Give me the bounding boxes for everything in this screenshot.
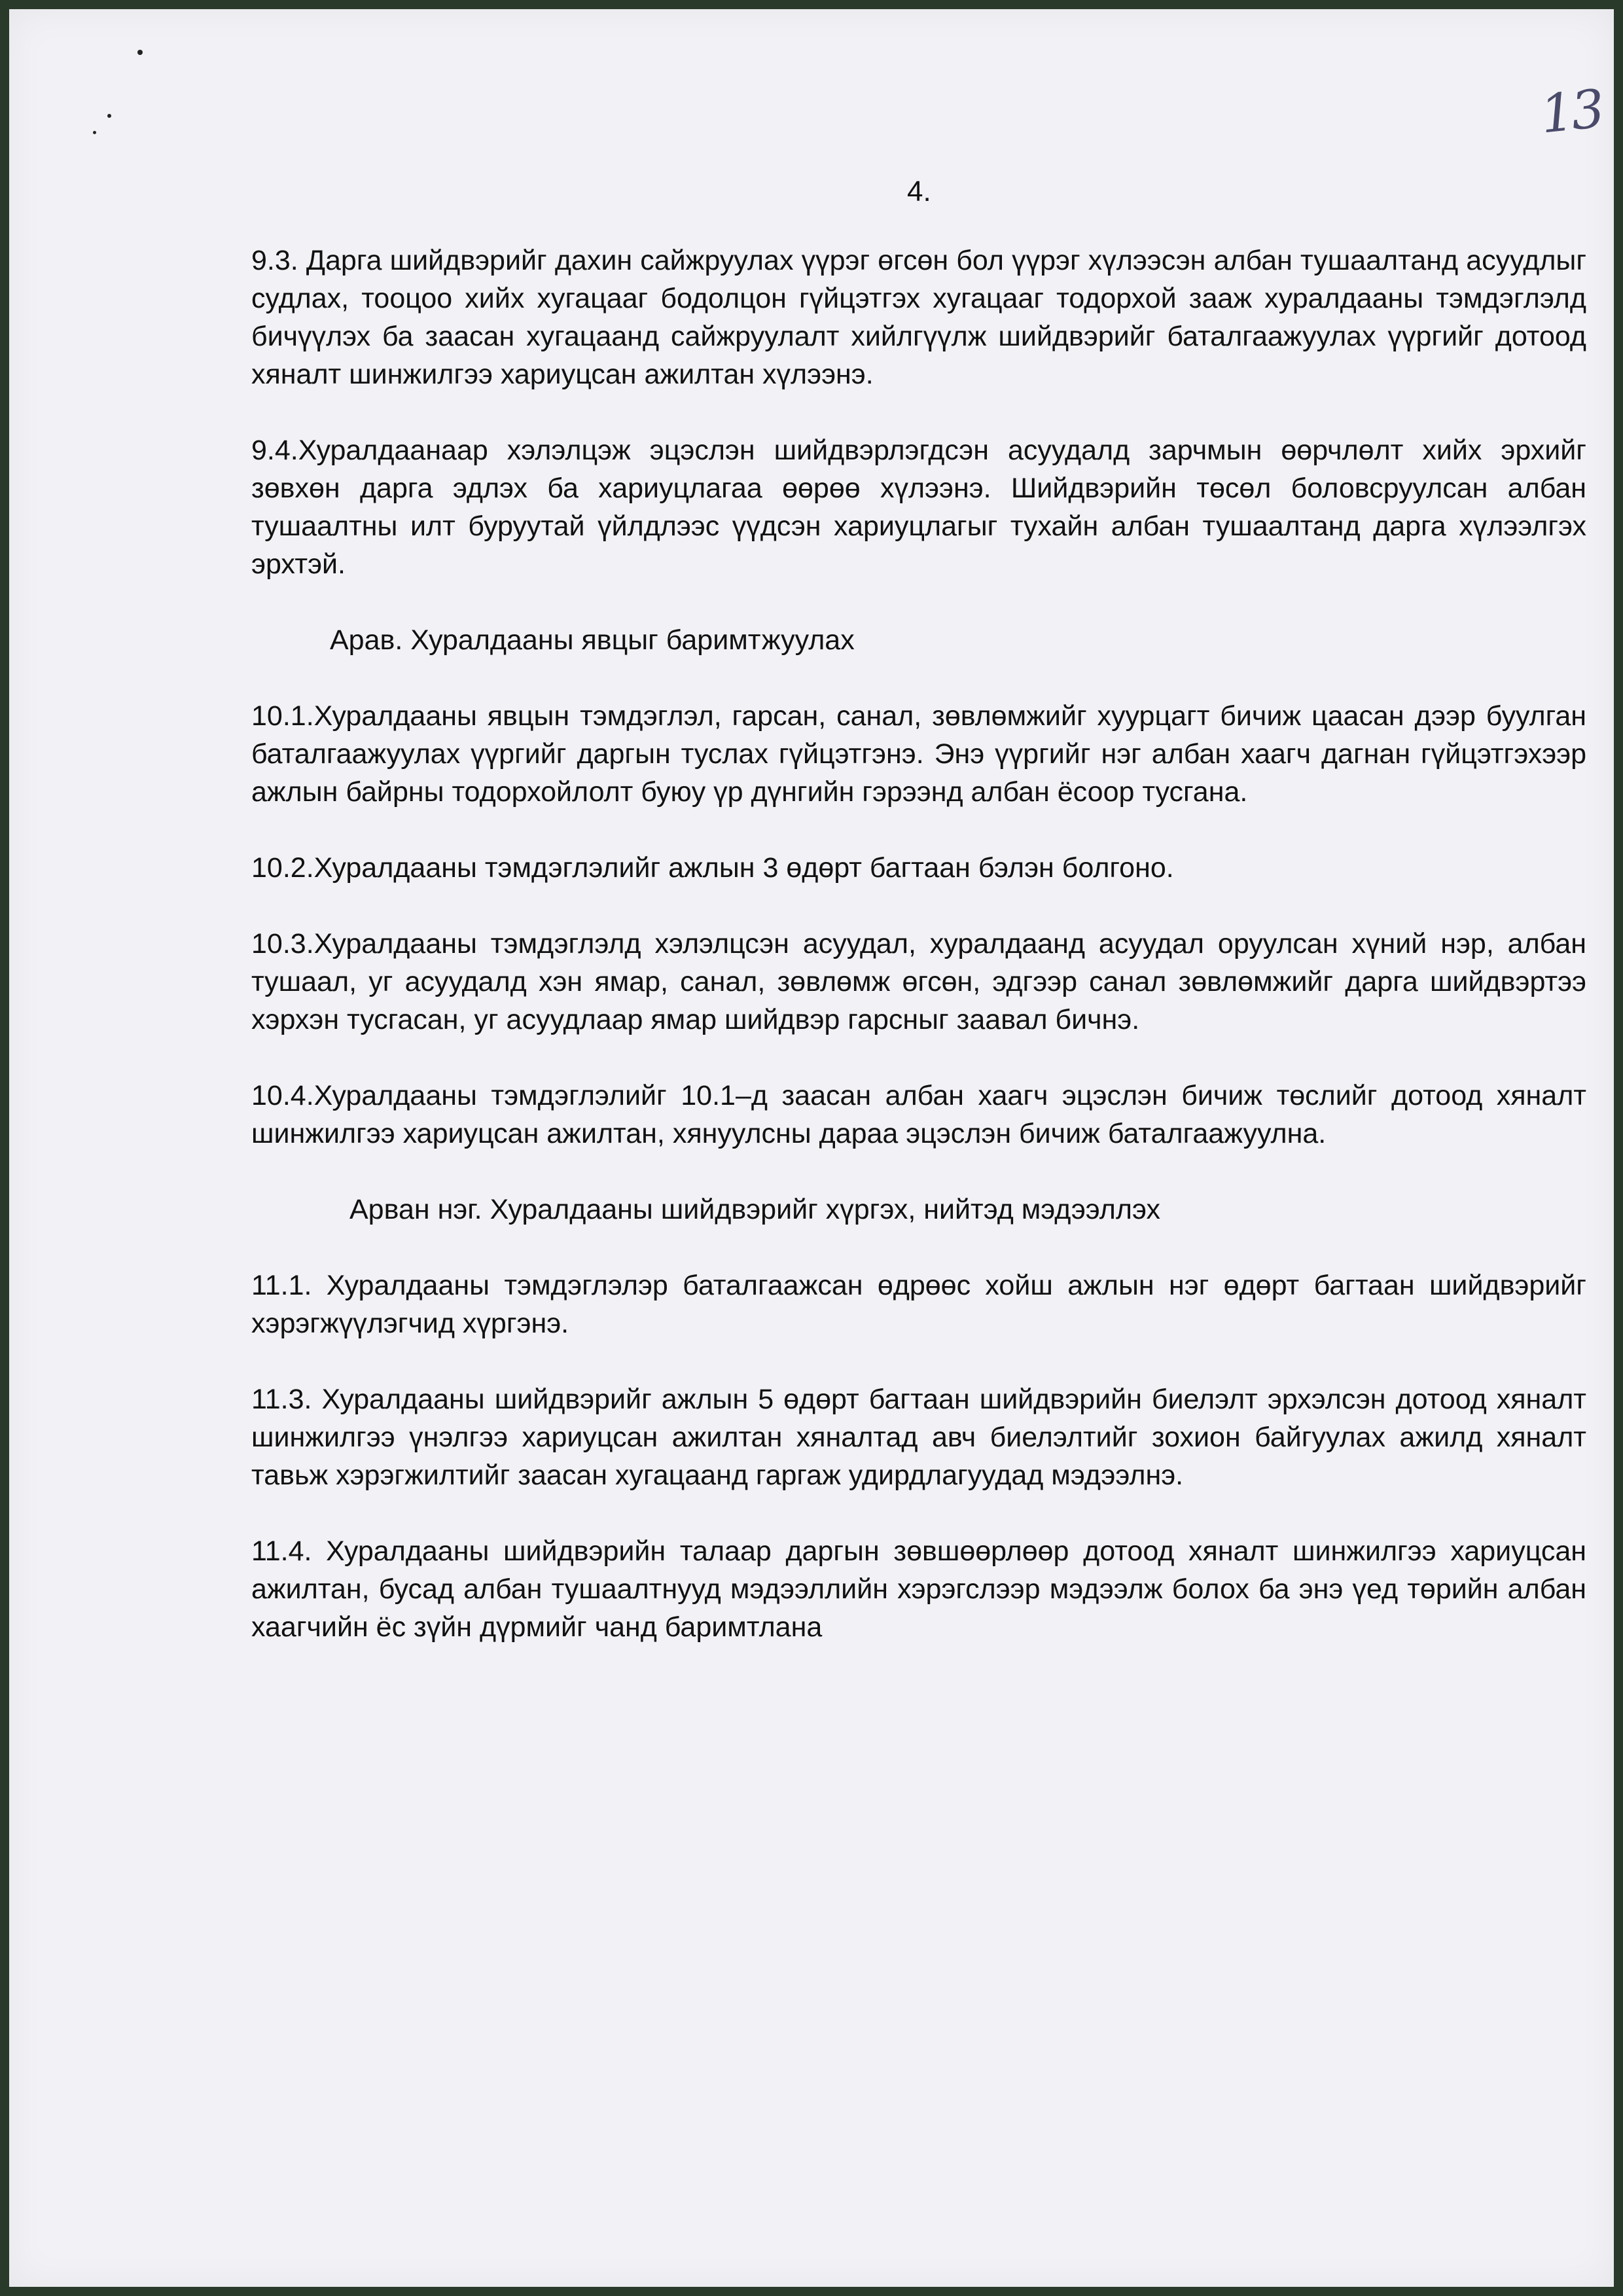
scan-speck <box>107 114 111 118</box>
clause-11-4: 11.4. Хуралдааны шийдвэрийн талаар даргын зөвшөөрлөөр дотоод хяналт шинжилгээ хариуцсан ажилтан, бусад албан тушаалтнууд мэдээллийн хэрэгслээр мэдээлж болох ба энэ үед төрийн албан хаагчийн ёс зүйн дүрмийг чанд баримтлана <box>251 1535 1586 1643</box>
document-page <box>9 9 1614 2287</box>
clause-10-2: 10.2.Хуралдааны тэмдэглэлийг ажлын 3 өдөрт багтаан бэлэн болгоно. <box>251 852 1174 884</box>
scan-speck <box>137 50 143 55</box>
handwritten-page-number: 13 <box>1537 78 1605 145</box>
clause-11-1: 11.1. Хуралдааны тэмдэглэлэр баталгаажсан өдрөөс хойш ажлын нэг өдөрт багтаан шийдвэрийг хэрэгжүүлэгчид хүргэнэ. <box>251 1270 1586 1339</box>
clause-10-4: 10.4.Хуралдааны тэмдэглэлийг 10.1–д заасан албан хаагч эцэслэн бичиж төслийг дотоод хяналт шинжилгээ хариуцсан ажилтан, хянуулсны дараа эцэслэн бичиж баталгаажуулна. <box>251 1080 1586 1149</box>
section-11-heading: Арван нэг. Хуралдааны шийдвэрийг хүргэх, нийтэд мэдээллэх <box>349 1194 1160 1225</box>
clause-10-1: 10.1.Хуралдааны явцын тэмдэглэл, гарсан, санал, зөвлөмжийг хуурцагт бичиж цаасан дээр буулган баталгаажуулах үүргийг даргын туслах гүйцэтгэнэ. Энэ үүргийг нэг албан хаагч дагнан гүйцэтгэхээр ажлын байрны тодорхойлолт буюу үр дүнгийн гэрээнд албан ёсоор тусгана. <box>251 700 1586 808</box>
clause-9-4: 9.4.Хуралдаанаар хэлэлцэж эцэслэн шийдвэрлэгдсэн асуудалд зарчмын өөрчлөлт хийх эрхийг зөвхөн дарга эдлэх ба хариуцлагаа өөрөө хүлээнэ. Шийдвэрийн төсөл боловсруулсан албан тушаалтны илт буруутай үйлдлээс үүдсэн хариуцлагыг тухайн албан тушаалтанд дарга хүлээлгэх эрхтэй. <box>251 435 1586 580</box>
clause-9-3: 9.3. Дарга шийдвэрийг дахин сайжруулах үүрэг өгсөн бол үүрэг хүлээсэн албан тушаалтанд асуудлыг судлах, тооцоо хийх хугацааг бодолцон гүйцэтгэх хугацааг тодорхой зааж хуралдааны тэмдэглэлд бичүүлэх ба заасан хугацаанд сайжруулалт хийлгүүлж шийдвэрийг баталгаажуулах үүргийг дотоод хяналт шинжилгээ хариуцсан ажилтан хүлээнэ. <box>251 245 1586 390</box>
clause-11-3: 11.3. Хуралдааны шийдвэрийг ажлын 5 өдөрт багтаан шийдвэрийн биелэлт эрхэлсэн дотоод хяналт шинжилгээ үнэлгээ хариуцсан ажилтан хяналтад авч биелэлтийг зохион байгуулах ажилд хяналт тавьж хэрэгжилтийг заасан хугацаанд гаргаж удирдлагуудад мэдээлнэ. <box>251 1384 1586 1491</box>
clause-10-3: 10.3.Хуралдааны тэмдэглэлд хэлэлцсэн асуудал, хуралдаанд асуудал оруулсан хүний нэр, албан тушаал, уг асуудалд хэн ямар, санал, зөвлөмж өгсөн, эдгээр санал зөвлөмжийг дарга шийдвэртээ хэрхэн тусгасан, уг асуудлаар ямар шийдвэр гарсныг заавал бичнэ. <box>251 928 1586 1035</box>
page-number: 4. <box>907 175 931 207</box>
section-10-heading: Арав. Хуралдааны явцыг баримтжуулах <box>330 624 855 656</box>
document-body <box>251 242 1586 1684</box>
scan-speck <box>93 131 96 134</box>
